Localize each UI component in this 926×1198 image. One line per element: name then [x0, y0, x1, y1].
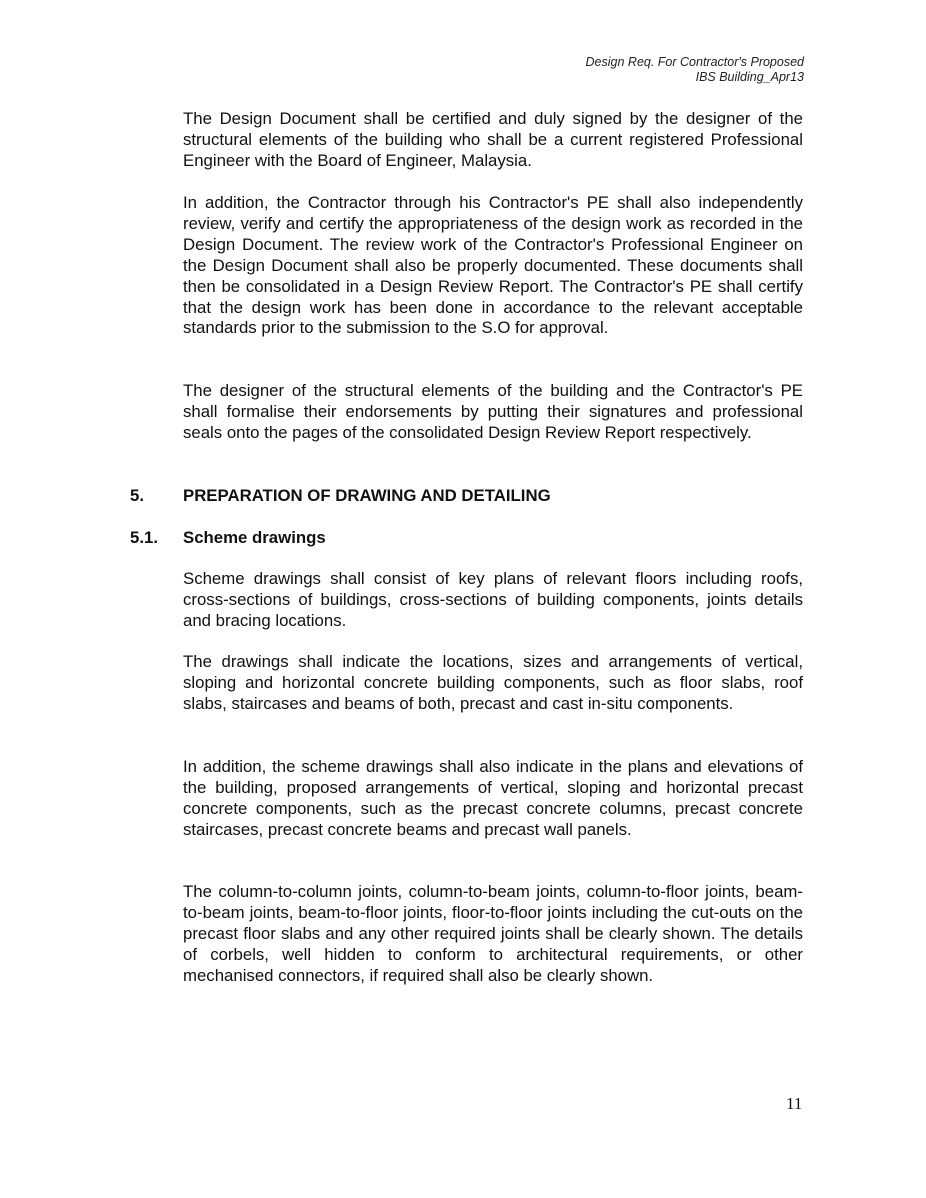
subsection-number: 5.1. — [130, 528, 158, 547]
running-header — [586, 55, 804, 85]
paragraph-scheme-drawings: Scheme drawings shall consist of key plans of relevant floors including roofs, cross-sections of buildings, cross-sections of building components, joints details and bracing locations. — [183, 569, 803, 630]
subsection-title: Scheme drawings — [183, 528, 326, 547]
section-heading-5-1 — [130, 527, 326, 548]
section-title: PREPARATION OF DRAWING AND DETAILING — [183, 486, 551, 505]
page-number: 11 — [786, 1094, 803, 1113]
paragraph-joints: The column-to-column joints, column-to-beam joints, column-to-floor joints, beam-to-beam joints, beam-to-floor joints, floor-to-floor joints including the cut-outs on the precast floor slabs and any other required joints shall be clearly shown. The details of corbels, well hidden to conform to architectural requirements, or other mechanised connectors, if required shall also be clearly shown. — [183, 882, 803, 985]
section-number: 5. — [130, 486, 144, 505]
paragraph-endorsements: The designer of the structural elements of the building and the Contractor's PE shall formalise their endorsements by putting their signatures and professional seals onto the pages of the consolidated Design Review Report respectively. — [183, 381, 803, 442]
paragraph-certification: The Design Document shall be certified and duly signed by the designer of the structural elements of the building who shall be a current registered Professional Engineer with the Board of Engineer, Malaysia. — [183, 109, 803, 170]
header-line-2: IBS Building_Apr13 — [695, 70, 804, 84]
paragraph-contractor-review: In addition, the Contractor through his Contractor's PE shall also independently review, verify and certify the appropriateness of the design work as recorded in the Design Document. The review work of the Contractor's Professional Engineer on the Design Document shall also be properly documented. These documents shall then be consolidated in a Design Review Report. The Contractor's PE shall certify that the design work has been done in accordance to the relevant acceptable standards prior to the submission to the S.O for approval. — [183, 193, 803, 338]
section-heading-5 — [130, 485, 551, 506]
paragraph-drawings-indicate: The drawings shall indicate the locations, sizes and arrangements of vertical, sloping and horizontal concrete building components, such as floor slabs, roof slabs, staircases and beams of both, precast and cast in-situ components. — [183, 652, 803, 713]
paragraph-precast-arrangements: In addition, the scheme drawings shall also indicate in the plans and elevations of the building, proposed arrangements of vertical, sloping and horizontal precast concrete components, such as the precast concrete columns, precast concrete staircases, precast concrete beams and precast wall panels. — [183, 757, 803, 839]
header-line-1: Design Req. For Contractor's Proposed — [585, 55, 804, 69]
